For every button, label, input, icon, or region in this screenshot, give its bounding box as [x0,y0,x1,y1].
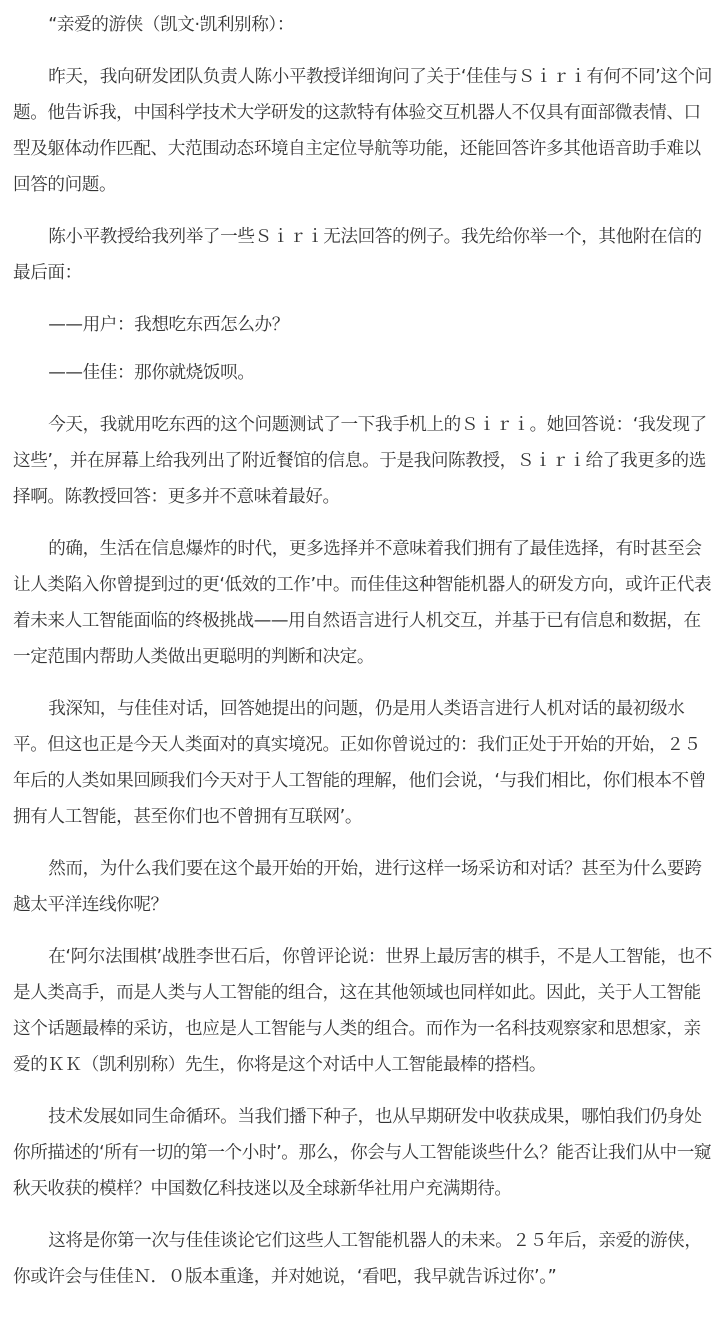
paragraph-deep-knowledge: 我深知，与佳佳对话，回答她提出的问题，仍是用人类语言进行人机对话的最初级水平。但这也正是今天人类面对的真实境况。正如你曾说过的：我们正处于开始的开始，２５年后的人类如果回顾我们今天对于人工智能的理解，他们会说，‘与我们相比，你们根本不曾拥有人工智能，甚至你们也不曾拥有互联网’。 [13,699,706,827]
paragraph-information-explosion: 的确，生活在信息爆炸的时代，更多选择并不意味着我们拥有了最佳选择，有时甚至会让人类陷入你曾提到过的更‘低效的工作’中。而佳佳这种智能机器人的研发方向，或许正代表着未来人工智能面临的终极挑战——用自然语言进行人机交互，并基于已有信息和数据，在一定范围内帮助人类做出更聪明的判断和决定。 [13,539,712,667]
paragraph-examples-intro: 陈小平教授给我列举了一些Ｓｉｒｉ无法回答的例子。我先给你举一个，其他附在信的最后面： [13,227,702,283]
paragraph-life-cycle: 技术发展如同生命循环。当我们播下种子，也从早期研发中收获成果，哪怕我们仍身处你所描述的‘所有一切的第一个小时’。那么，你会与人工智能谈些什么？能否让我们从中一窥秋天收获的模样？中国数亿科技迷以及全球新华社用户充满期待。 [13,1107,712,1199]
dialog-line-user: ——用户：我想吃东西怎么办？ [48,315,289,335]
paragraph-why-interview: 然而，为什么我们要在这个最开始的开始，进行这样一场采访和对话？甚至为什么要跨越太平洋连线你呢？ [13,859,702,915]
paragraph-alphago: 在‘阿尔法围棋’战胜李世石后，你曾评论说：世界上最厉害的棋手，不是人工智能，也不是人类高手，而是人类与人工智能的组合，这在其他领域也同样如此。因此，关于人工智能这个话题最棒的采访，也应是人工智能与人类的组合。而作为一名科技观察家和思想家，亲爱的ＫＫ（凯利别称）先生，你将是这个对话中人工智能最棒的搭档。 [13,947,712,1075]
paragraph-siri-question: 昨天，我向研发团队负责人陈小平教授详细询问了关于‘佳佳与Ｓｉｒｉ有何不同’这个问题。他告诉我，中国科学技术大学研发的这款特有体验交互机器人不仅具有面部微表情、口型及躯体动作匹配、大范围动态环境自主定位导航等功能，还能回答许多其他语音助手难以回答的问题。 [13,67,712,195]
salutation: “亲爱的游侠（凯文·凯利别称）： [48,15,295,35]
dialog-line-jiajia: ——佳佳：那你就烧饭呗。 [48,363,255,383]
paragraph-siri-test: 今天，我就用吃东西的这个问题测试了一下我手机上的Ｓｉｒｉ。她回答说：‘我发现了这些’，并在屏幕上给我列出了附近餐馆的信息。于是我问陈教授，Ｓｉｒｉ给了我更多的选择啊。陈教授回答：更多并不意味着最好。 [13,415,707,507]
paragraph-closing: 这将是你第一次与佳佳谈论它们这些人工智能机器人的未来。２５年后，亲爱的游侠，你或许会与佳佳Ｎ．０版本重逢，并对她说，‘看吧，我早就告诉过你’。” [13,1231,702,1287]
